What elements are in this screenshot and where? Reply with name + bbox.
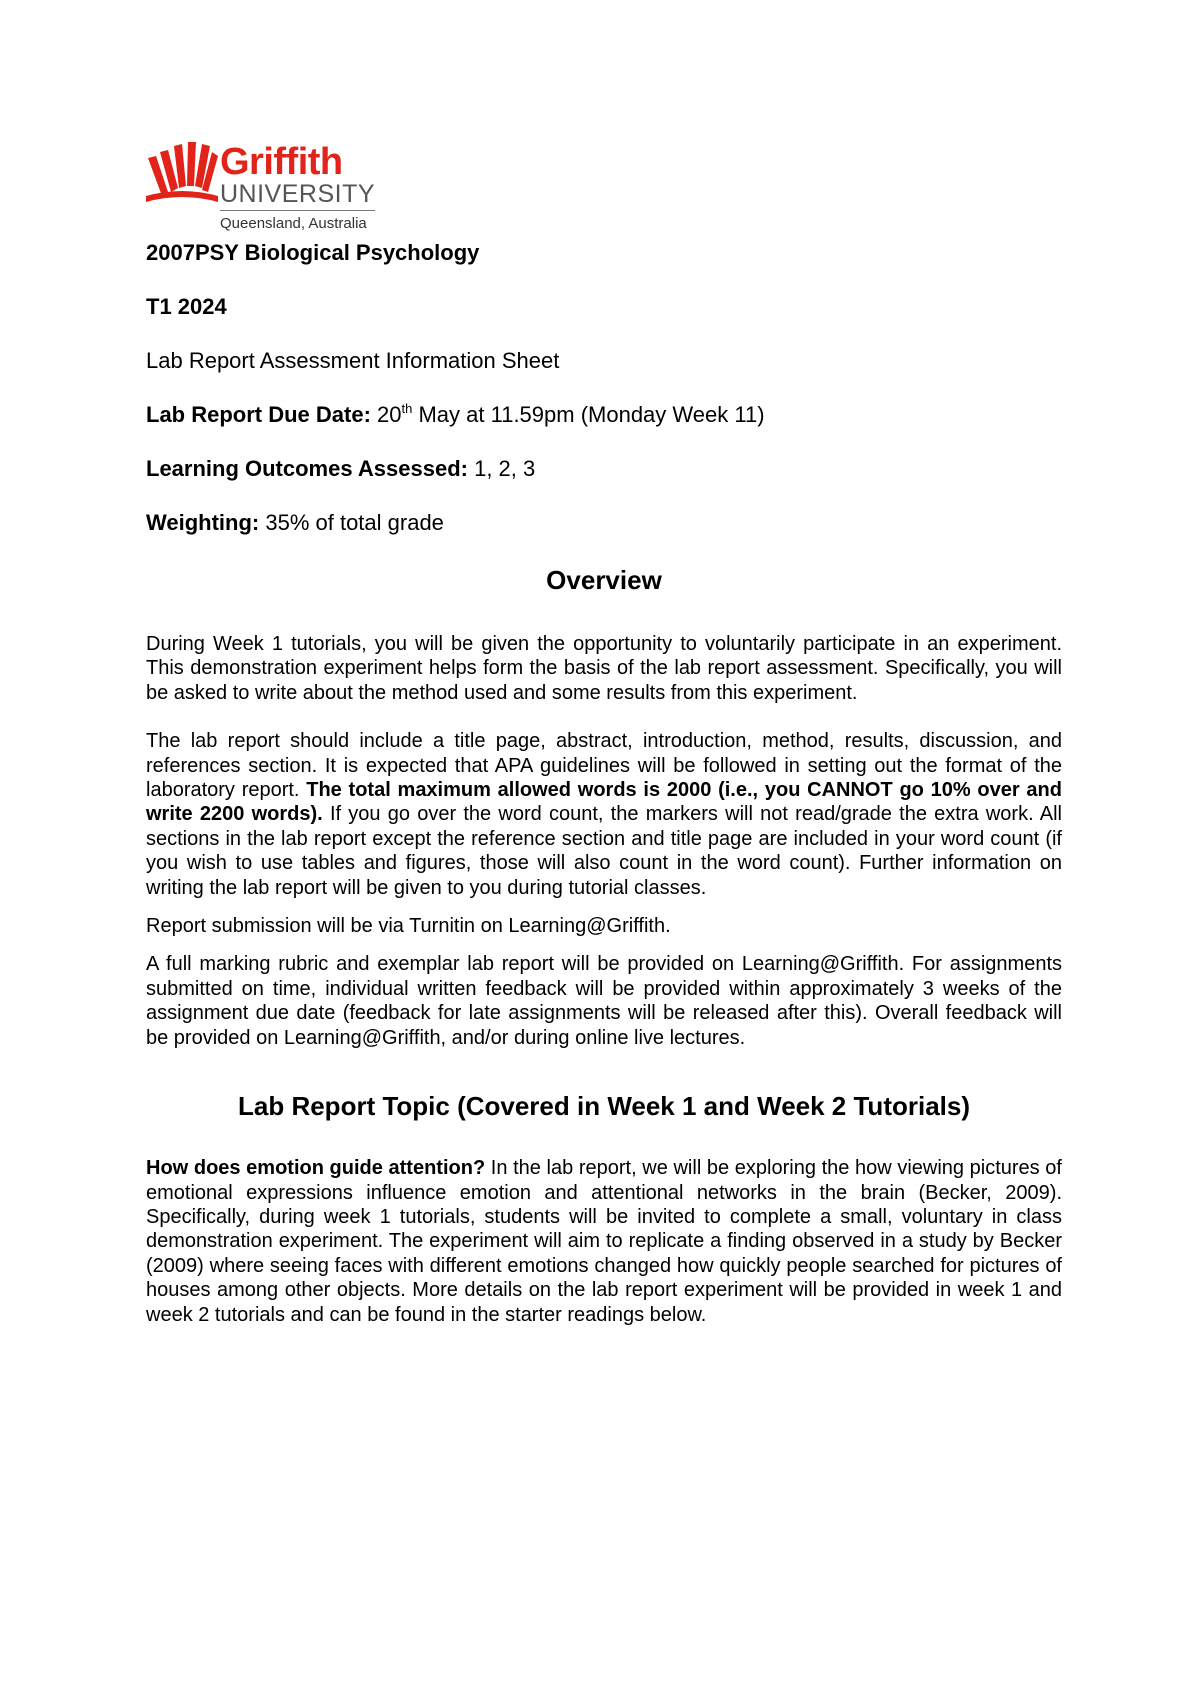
logo-university: UNIVERSITY [220, 180, 375, 211]
weighting-label: Weighting: [146, 510, 260, 535]
university-logo [146, 140, 1062, 236]
overview-heading: Overview [546, 565, 662, 595]
overview-paragraph-2: The lab report should include a title page, abstract, introduction, method, results, discussion, and references section. It is expected that APA guidelines will be followed in setting out the format of the laboratory report. The total maximum allowed words is 2000 (i.e., you CANNOT go 10% over and write 2200 words). If you go over the word count, the markers will not read/grade the extra work. All sections in the lab report except the reference section and title page are included in your word count (if you wish to use tables and figures, those will also count in the word count). Further information on writing the lab report will be given to you during tutorial classes. [146, 730, 1062, 899]
topic-heading: Lab Report Topic (Covered in Week 1 and Week 2 Tutorials) [238, 1091, 970, 1122]
overview-paragraph-4: A full marking rubric and exemplar lab report will be provided on Learning@Griffith. For assignments submitted on time, individual written feedback will be provided within approximately 3 weeks of the assignment due date (feedback for late assignments will be released after this). Overall feedback will be provided on Learning@Griffith, and/or during online live lectures. [146, 953, 1062, 1049]
weighting: Weighting: 35% of total grade [146, 510, 444, 535]
overview-paragraph-1: During Week 1 tutorials, you will be given the opportunity to voluntarily participate in an experiment. This demonstration experiment helps form the basis of the lab report assessment. Specifically, you will be asked to write about the method used and some results from this experiment. [146, 633, 1062, 704]
term: T1 2024 [146, 294, 227, 319]
document-page [146, 140, 1062, 1327]
due-date-label: Lab Report Due Date: [146, 402, 371, 427]
topic-paragraph: How does emotion guide attention? In the lab report, we will be exploring the how viewing pictures of emotional expressions influence emotion and attentional networks in the brain (Becker, 2009). Specifically, during week 1 tutorials, students will be invited to complete a small, voluntary in class demonstration experiment. The experiment will aim to replicate a finding observed in a study by Becker (2009) where seeing faces with different emotions changed how quickly people searched for pictures of houses among other objects. More details on the lab report experiment will be provided in week 1 and week 2 tutorials and can be found in the starter readings below. [146, 1157, 1062, 1326]
due-date: Lab Report Due Date: 20th May at 11.59pm (Monday Week 11) [146, 401, 765, 427]
sheet-title: Lab Report Assessment Information Sheet [146, 348, 560, 373]
logo-wordmark [220, 141, 376, 235]
logo-name: Griffith [220, 141, 343, 183]
overview-paragraph-3: Report submission will be via Turnitin on Learning@Griffith. [146, 915, 671, 938]
learning-outcomes-label: Learning Outcomes Assessed: [146, 456, 468, 481]
course-title: 2007PSY Biological Psychology [146, 240, 480, 265]
griffith-emblem-icon [146, 140, 218, 206]
logo-location: Queensland, Australia [220, 215, 367, 232]
learning-outcomes: Learning Outcomes Assessed: 1, 2, 3 [146, 456, 536, 481]
